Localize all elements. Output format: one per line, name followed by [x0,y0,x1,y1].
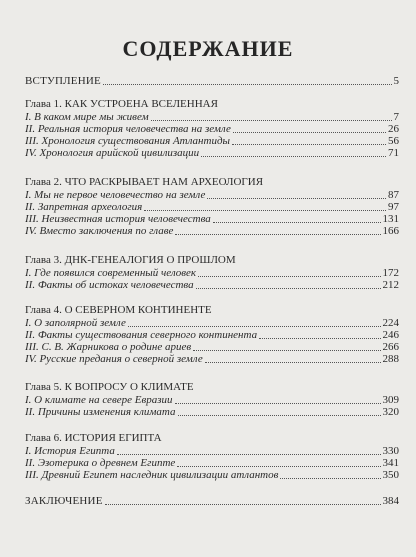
toc-entry [25,405,399,419]
toc-entry-label: III. Неизвестная история человечества [25,213,211,225]
toc-entry-conclusion [25,494,399,508]
leader-dots [196,288,381,289]
chapter-heading: Глава 5. К ВОПРОСУ О КЛИМАТЕ [25,381,194,393]
chapter-heading: Глава 3. ДНК-ГЕНЕАЛОГИЯ О ПРОШЛОМ [25,254,236,266]
toc-entry-label: II. Запретная археология [25,201,143,213]
toc-entry-label: I. О климате на севере Евразии [25,394,173,406]
toc-page-number: 350 [382,469,399,481]
leader-dots [117,454,381,455]
toc-entry-label: II. Факты существования северного континента [25,329,258,341]
leader-dots [177,466,380,467]
leader-dots [280,478,380,479]
toc-page-number: 26 [388,123,399,135]
chapter-heading: Глава 1. КАК УСТРОЕНА ВСЕЛЕННАЯ [25,98,218,110]
leader-dots [151,120,392,121]
toc-entry-label: I. Где появился современный человек [25,267,197,279]
toc-entry [25,352,399,366]
toc-entry-label: IV. Хронология арийской цивилизации [25,147,200,159]
leader-dots [175,403,381,404]
leader-dots [198,276,380,277]
toc-entry-label: I. В каком мире мы живем [25,111,149,123]
toc-entry-label: ЗАКЛЮЧЕНИЕ [25,495,103,507]
toc-page-number: 320 [382,406,399,418]
leader-dots [144,210,386,211]
toc-page-number: 97 [388,201,399,213]
leader-dots [259,338,380,339]
leader-dots [232,144,386,145]
leader-dots [233,132,386,133]
toc-entry-label: III. С. В. Жарникова о родине ариев [25,341,192,353]
chapter-heading: Глава 4. О СЕВЕРНОМ КОНТИНЕНТЕ [25,304,212,316]
leader-dots [213,222,381,223]
toc-entry-label: IV. Русские предания о северной земле [25,353,203,365]
toc-entry-label: III. Хронология существования Атлантиды [25,135,230,147]
toc-entry [25,468,399,482]
page-title: СОДЕРЖАНИЕ [122,36,294,61]
toc-entry-label: III. Древний Египет наследник цивилизации атлантов [25,469,279,481]
toc-page-number: 384 [382,495,399,507]
toc-page-number: 131 [382,213,399,225]
chapter-heading: Глава 2. ЧТО РАСКРЫВАЕТ НАМ АРХЕОЛОГИЯ [25,176,264,188]
toc-entry-label: II. Факты об истоках человечества [25,279,194,291]
toc-page-number: 71 [388,147,399,159]
toc-page-number: 172 [382,267,399,279]
leader-dots [103,84,392,85]
leader-dots [128,326,381,327]
toc-entry [25,224,399,238]
leader-dots [207,198,386,199]
leader-dots [205,362,381,363]
toc-entry-label: II. Реальная история человечества на земле [25,123,231,135]
leader-dots [178,415,381,416]
toc-page-number: 288 [382,353,399,365]
toc-page-number: 212 [382,279,399,291]
leader-dots [201,156,386,157]
toc-entry [25,278,399,292]
toc-entry-label: I. О заполярной земле [25,317,126,329]
leader-dots [105,504,381,505]
toc-page-number: 5 [393,75,399,87]
toc-page-number: 56 [388,135,399,147]
toc-entry-label: IV. Вместо заключения по главе [25,225,174,237]
toc-entry-label: II. Причины изменения климата [25,406,176,418]
toc-entry-label: I. История Египта [25,445,115,457]
toc-page-number: 7 [393,111,399,123]
leader-dots [193,350,380,351]
chapter-heading: Глава 6. ИСТОРИЯ ЕГИПТА [25,432,162,444]
toc-page-number: 330 [382,445,399,457]
toc-page-number: 166 [382,225,399,237]
toc-page-number: 309 [382,394,399,406]
toc-entry-label: ВСТУПЛЕНИЕ [25,75,101,87]
toc-page-number: 224 [382,317,399,329]
toc-page-number: 341 [382,457,399,469]
toc-page-number: 266 [382,341,399,353]
toc-page-number: 87 [388,189,399,201]
leader-dots [175,234,380,235]
toc-page-number: 246 [382,329,399,341]
toc-entry-label: II. Эзотерика о древнем Египте [25,457,176,469]
toc-entry-intro [25,74,399,88]
toc-entry-label: I. Мы не первое человечество на земле [25,189,206,201]
toc-entry [25,146,399,160]
